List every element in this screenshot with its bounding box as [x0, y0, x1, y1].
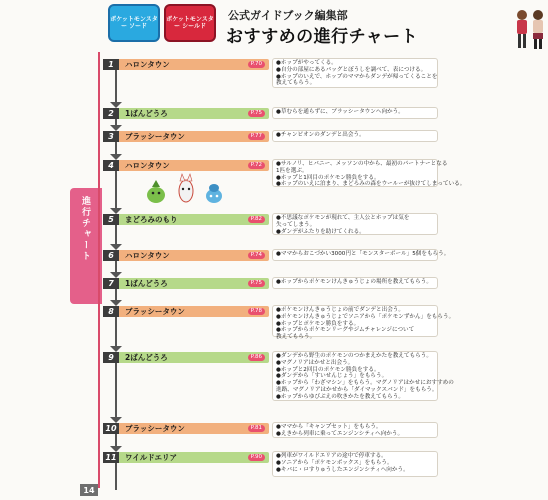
step-number: 2	[103, 108, 119, 119]
page-ref-badge: P.70	[248, 61, 265, 68]
note-line: ●ソニアから「ポケモンボックス」をもらう。	[276, 459, 393, 466]
note-line: ●ダンデがふたりを助けてくれる。	[276, 228, 365, 235]
note-line: ●サルノリ、ヒバニー、メッソンの中から、最初のパートナーとなる	[276, 161, 448, 167]
header-subtitle: 公式ガイドブック編集部	[228, 9, 348, 22]
connector-line	[115, 142, 117, 154]
note-line: ●ホップからポケモンリーグやジムチャレンジについて	[276, 327, 415, 334]
note-line: 1匹を選ぶ。	[276, 167, 308, 174]
note-line: ●ホップと1回目のポケモン勝負をする。	[276, 174, 380, 181]
step-location: ハロンタウン	[125, 60, 170, 69]
step-number: 11	[103, 452, 119, 463]
note-line: ●ホップからゆびぶえの吹きかたを教えてもらう。	[276, 393, 404, 400]
note-line: ●ダンデから野生のポケモンのつかまえかたを教えてもらう。	[276, 353, 432, 359]
note-line: ●ママから「キャンプセット」をもらう。	[276, 424, 382, 430]
starter-pokemon-illustration	[142, 175, 232, 205]
step-header	[103, 278, 269, 289]
step-header	[103, 250, 269, 261]
step-number: 8	[103, 306, 119, 317]
note-line: 教えてもらう。	[276, 334, 316, 341]
note-line: ●ママからおこづかい3000円と「モンスターボール」5個をもらう。	[276, 251, 450, 257]
note-line: ●ホップから「わざマシン」をもらう。マグノリアはかせにおすすめの	[276, 380, 454, 387]
step-location: 1ばんどうろ	[125, 279, 168, 288]
step-notes	[272, 277, 438, 289]
step-location: ブラッシータウン	[125, 132, 185, 141]
page-ref-badge: P.72	[248, 162, 265, 169]
note-line: ●ホップのいえに泊まり、まどろみの森をウールーが抜けてしまっている。	[276, 181, 466, 188]
note-line: ●えきから列車に乗ってエンジンシティへ向かう。	[276, 430, 404, 437]
step-header	[103, 306, 269, 317]
step-header	[103, 214, 269, 225]
page-ref-badge: P.75	[248, 110, 265, 117]
note-line: ●列車がワイルドエリアの途中で停車する。	[276, 453, 387, 459]
connector-line	[115, 317, 117, 346]
connector-line	[115, 463, 117, 490]
connector-line	[115, 225, 117, 244]
trainer-characters-illustration	[512, 6, 548, 52]
step-notes	[272, 159, 466, 188]
sword-logo: ポケットモンスター ソード	[108, 4, 160, 42]
step-location: ブラッシータウン	[125, 424, 185, 433]
step-header	[103, 452, 269, 463]
note-line: ●チャンピオンのダンデと出会う。	[276, 132, 365, 138]
step-notes	[272, 58, 438, 88]
step-location: 2ばんどうろ	[125, 353, 168, 362]
step-location: ハロンタウン	[125, 161, 170, 170]
connector-line	[115, 70, 117, 102]
step-header	[103, 131, 269, 142]
step-header	[103, 423, 269, 434]
page-ref-badge: P.75	[248, 280, 265, 287]
note-line: ●マグノリアはかせと出会う。	[276, 359, 354, 366]
connector-line	[115, 171, 117, 208]
step-notes	[272, 130, 438, 142]
step-header	[103, 352, 269, 363]
page-ref-badge: P.77	[248, 133, 265, 140]
page-number: 14	[80, 484, 98, 496]
step-location: ワイルドエリア	[125, 453, 177, 462]
step-number: 3	[103, 131, 119, 142]
step-number: 7	[103, 278, 119, 289]
step-location: まどろみのもり	[125, 215, 178, 224]
step-notes	[272, 451, 438, 477]
step-header	[103, 59, 269, 70]
page-ref-badge: P.74	[248, 252, 265, 259]
step-notes	[272, 351, 454, 401]
step-header	[103, 108, 269, 119]
page-title: おすすめの進行チャート	[226, 27, 419, 47]
note-line: ●ホップのいえで、ホップのママからダンデが帰ってくることを	[276, 73, 438, 80]
step-header	[103, 160, 269, 171]
note-line: ●ダンデから「すいせんじょう」をもらう。	[276, 373, 388, 380]
note-line: ●ホップがやってくる。	[276, 60, 337, 66]
note-line: 教えてもらう。	[276, 80, 316, 87]
step-location: ブラッシータウン	[125, 307, 185, 316]
note-line: ●ホップとポケモン勝負をする。	[276, 320, 360, 327]
note-line: ●ホップと2回目のポケモン勝負をする。	[276, 366, 380, 373]
note-line: ●ホップからポケモンけんきゅうじょの場所を教えてもらう。	[276, 279, 432, 285]
note-line: ●キバに・ロすりゅうしたエンジンシティへ向かう。	[276, 466, 409, 473]
step-notes	[272, 249, 450, 261]
page-ref-badge: P.86	[248, 354, 265, 361]
step-notes	[272, 305, 455, 341]
note-line: ●自分の部屋にあるバッグとぼうしを調べて、表につける。	[276, 66, 427, 73]
note-line: 進路、マグノリアはかせから「ダイマックスバンド」をもらう。	[276, 386, 438, 393]
step-location: 1ばんどうろ	[125, 109, 168, 118]
page-ref-badge: P.82	[248, 216, 265, 223]
page-ref-badge: P.78	[248, 308, 265, 315]
header	[108, 4, 446, 48]
step-notes	[272, 213, 438, 235]
connector-line	[115, 289, 117, 300]
connector-line	[115, 261, 117, 272]
connector-line	[115, 434, 117, 446]
shield-logo: ポケットモンスター シールド	[164, 4, 216, 42]
step-number: 6	[103, 250, 119, 261]
step-number: 9	[103, 352, 119, 363]
note-line: 失ってしまう。	[276, 221, 316, 228]
step-location: ハロンタウン	[125, 251, 170, 260]
note-line: ●草むらを通らずに、ブラッシータウンへ向かう。	[276, 109, 404, 115]
page-ref-badge: P.81	[248, 425, 265, 432]
step-notes	[272, 107, 438, 119]
note-line: ●ポケモンけんきゅうじょの前でダンデと出会う。	[276, 307, 405, 313]
page-ref-badge: P.90	[248, 454, 265, 461]
step-number: 4	[103, 160, 119, 171]
note-line: ●ポケモンけんきゅうじょでソニアから「ポケモンずかん」をもらう。	[276, 313, 455, 320]
step-notes	[272, 422, 438, 438]
step-number: 10	[103, 423, 119, 434]
side-tab-label: 進行チャート	[80, 196, 90, 262]
connector-line	[115, 363, 117, 417]
note-line: ●不思議なポケモンが現れて、主人公とホップは気を	[276, 215, 410, 221]
step-number: 5	[103, 214, 119, 225]
step-number: 1	[103, 59, 119, 70]
